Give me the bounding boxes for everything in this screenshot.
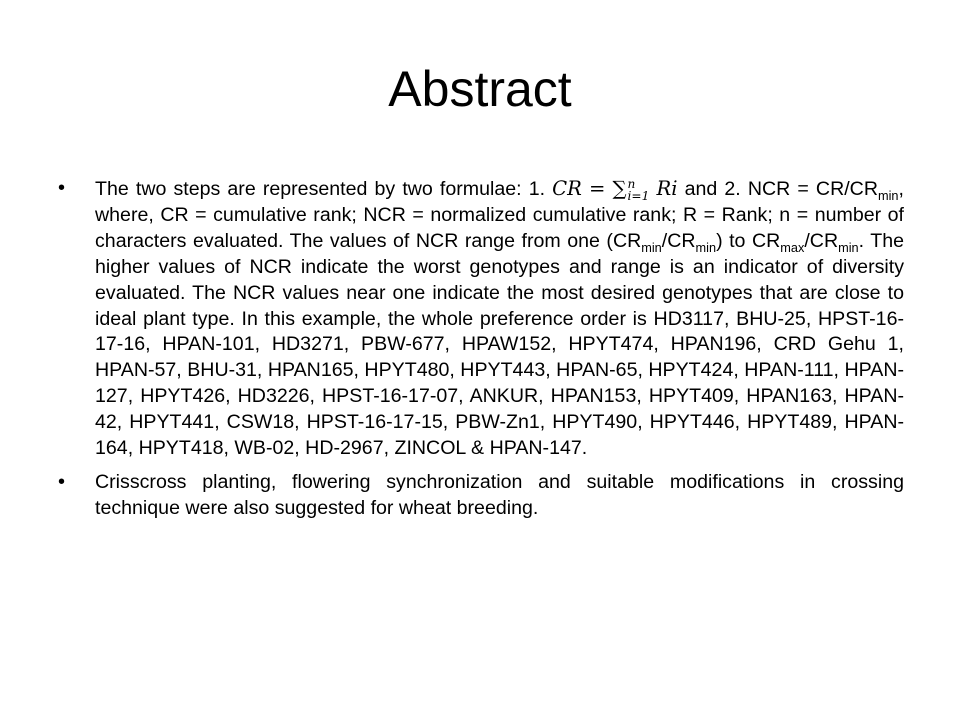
slide-title: Abstract	[388, 61, 572, 117]
subscript-min: min	[641, 239, 662, 255]
bullet-item-breeding	[58, 470, 904, 522]
bullet-text-mid1: and 2. NCR = CR/CR	[684, 178, 878, 200]
formula-sum-limits	[628, 178, 650, 202]
subscript-min: min	[695, 239, 717, 255]
bullet-text-mid2: , where, CR = cumulative rank; NCR = normalized cumulative rank; R = Rank; n = number of characters evaluated. The values of NCR range from one (CR	[95, 178, 904, 252]
bullet-text: Crisscross planting, flowering synchronization and suitable modifications in crossing technique were also suggested for wheat breeding.	[95, 470, 904, 519]
formula-equals: =	[589, 177, 606, 200]
bullet-text-mid5: /CR	[804, 229, 839, 252]
bullet-text-mid3: /CR	[661, 229, 696, 252]
subscript-max: max	[780, 239, 805, 255]
bullet-list	[58, 176, 904, 530]
bullet-marker: •	[58, 177, 66, 199]
formula-sum-symbol: ∑	[612, 177, 627, 200]
formula-upper-limit: n	[627, 176, 636, 191]
bullet-marker: •	[58, 470, 66, 493]
formula-rhs: Ri	[656, 177, 678, 200]
subscript-min: min	[838, 239, 859, 255]
subscript-min: min	[877, 187, 899, 203]
bullet-item-formulae	[58, 176, 904, 462]
bullet-text-rest: . The higher values of NCR indicate the worst genotypes and range is an indicator of diversity evaluated. The NCR values near one indicate the most desired genotypes that are close to ideal plant type. In this example, the whole preference order is HD3117, BHU-25, HPST-16-17-16, HPAN-101, HD3271, PBW-677, HPAW152, HPYT474, HPAN196, CRD Gehu 1, HPAN-57, BHU-31, HPAN165, HPYT480, HPYT443, HPAN-65, HPYT424, HPAN-111, HPAN-127, HPYT426, HD3226, HPST-16-17-07, ANKUR, HPAN153, HPYT409, HPAN163, HPAN-42, HPYT441, CSW18, HPST-16-17-15, PBW-Zn1, HPYT490, HPYT446, HPYT489, HPAN-164, HPYT418, WB-02, HD-2967, ZINCOL & HPAN-147.	[95, 229, 904, 460]
formula-lhs: CR	[552, 177, 582, 200]
bullet-text-mid4: ) to CR	[716, 229, 781, 252]
bullet-text-intro: The two steps are represented by two formulae: 1.	[95, 178, 546, 200]
formula-lower-limit: i=1	[627, 188, 650, 203]
